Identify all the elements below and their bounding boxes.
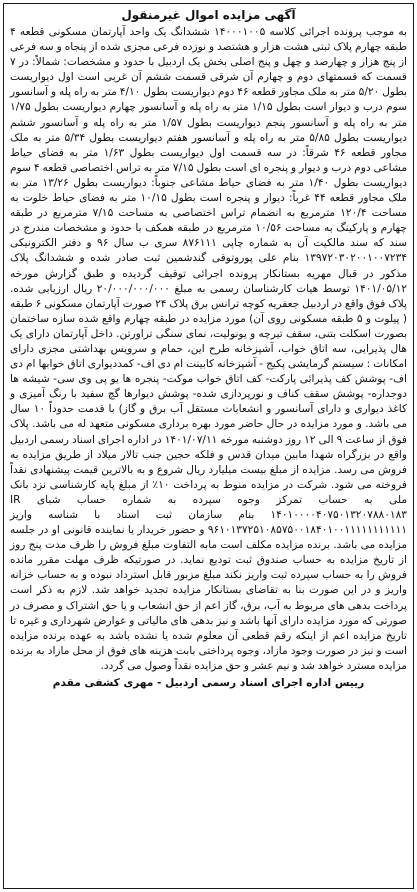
notice-signature: رییس اداره اجرای اسناد رسمی اردبیل - مهری کشفی مقدم [52,677,365,690]
auction-notice [3,3,414,889]
notice-body: به موجب پرونده اجرائی کلاسه ۱۴۰۰۰۱۰۰۵ ششدانگ یک واحد آپارتمان مسکونی قطعه ۴ طبقه چهارم پلاک ثبتی هشت هزار و هشتصد و نوزده فرعی مجزی شده از پنجاه و سه فرعی از پنج هزار و چهارصد و چهل و پنج اصلی بخش یک اردبیل با حدود و مشخصات: شمالاً: در ۷ قسمت که قسمتهای دوم و چهارم آن شرقی قسمت ششم آن غربی است اول دیواریست بطول ۵/۲۰ متر به ملک مجاور قطعه ۴۶ دوم دیواریست بطول ۴/۱۰ متر به راه پله و آسانسور سوم درب و دیوار است بطول ۱/۱۵ متر به راه پله و آسانسور چهارم دیواریست بطول ۱/۷۵ متر به راه پله و آسانسور پنجم دیواریست بطول ۱/۵۷ متر به راه پله و آسانسور ششم دیواریست بطول ۵/۸۵ متر به راه پله و آسانسور هفتم دیواریست بطول ۵/۳۴ متر به ملک مجاور قطعه ۴۶ شرقاً: در سه قسمت اول دیواریست بطول ۱/۶۳ متر به فضای حیاط مشاعی دوم درب و دیوار و پنجره ای است بطول ۷/۱۵ متر به تراس اختصاصی قطعه ۴ سوم دیواریست بطول ۱/۴۰ متر به فضای حیاط مشاعی جنوباً: دیواریست بطول ۱۳/۲۶ متر به ملک مجاور قطعه ۴۴ غرباً: دیوار و پنجره است بطول ۱۰/۱۵ متر به فضای حیاط خلوت به مساحت ۱۲۰/۴ مترمربع به انضمام تراس اختصاصی به مساحت ۷/۱۵ مترمربع در طبقه چهارم و پارکینگ به مساحت ۱۰/۵۶ مترمربع در طبقه همکف با حدود و مشخصات مندرج در سند که سند مالکیت آن به شماره چاپی ۸۷۶۱۱۱ سری ب سال ۹۶ و دفتر الکترونیکی ۱۳۹۷۲۰۳۰۲۰۰۱۰۰۷۲۳۴ بنام علی پوروتوقی گندشمین ثبت صادر شده و ششدانگ پلاک مذکور در قبال مهریه بستانکار پرونده اجرائی توقیف گردیده و طبق گزارش مورخه ۱۴۰۱/۰۵/۱۲ توسط هیات کارشناسان رسمی به مبلغ ۲۰/۰۰۰/۰۰۰/۰۰۰ ریال ارزیابی شده. پلاک فوق واقع در اردبیل جعفریه کوچه ترانس برق پلاک ۲۴ صورت آپارتمان مسکونی ۶ طبقه ( پیلوت و ۵ طبقه مسکونی روی آن) مورد مزایده در طبقه چهارم واقع شده سازه ساختمان بصورت اسکلت بتنی، سقف تیرچه و یونولیت، نمای سنگی تراورتن. داخل آپارتمان دارای یک هال پذیرایی، سه اتاق خواب، آشپزخانه طرح این، حمام و سرویس بهداشتی مجزی دارای امکانات : سیستم گرمایشی پکیج - آشپزخانه کابینت ام دی اف- کمددیواری اتاق خوابها ام دی اف- پوشش کف پذیرائی پارکت- کف اتاق خواب موکت- پنجره ها یو پی وی سی- شیشه ها دوجداره- پوشش سقف کناف و نورپردازی شده- پوشش دیوارها گچ سفید با رنگ آمیزی و کاغذ دیواری و دارای آسانسور و انشعابات مستقل آب برق و گاز) با قدمت حدوداً ۱۰ سال می باشد. و مورد مزایده در حال حاضر مورد بهره برداری مسکونی متعهد له می باشد. پلاک فوق از ساعت ۹ الی ۱۲ روز دوشنبه مورخه ۱۴۰۱/۰۷/۱۱ در اداره اجرای اسناد رسمی اردبیل واقع در بزرگراه شهدا مابین میدان قدس و فلکه حجین جنب تالار میلاد از طریق مزایده به فروش می رسد. مزایده از مبلغ بیست میلیارد ریال شروع و به بالاترین قیمت پیشنهادی نقداً فروخته می شود. شرکت در مزایده منوط به پرداخت ۱۰٪ از مبلغ پایه کارشناسی نزد بانک ملی به حساب تمرکز وجوه سپرده به شماره حساب شبای IR ۱۴۰۱۰۰۰۰۴۰۷۵۰۱۳۲۰۷۸۸۰۱۸۳ بنام سازمان ثبت اسناد با شناسه واریز ۹۶۱۰۱۳۷۲۵۱۰۸۵۷۵۰۰۱۸۴۰۱۰۰۱۱۱۱۱۱۱۱۱۱۱ و حضور خریدار یا نماینده قانونی او در جلسه مزایده می باشد. برنده مزایده مکلف است مابه التفاوت مبلغ فروش را ظرف مدت پنج روز از تاریخ مزایده به حساب صندوق ثبت تودیع نماید. در صورتیکه ظرف مهلت مقرر مانده فروش را به حساب سپرده ثبت واریز نکند مبلغ مزبور قابل استرداد نبوده و به حساب خزانه واریز و در این صورت بنا به تقاضای بستانکار مزایده تجدید خواهد شد. لازم به ذکر است پرداخت بدهی های مربوط به آب، برق، گاز اعم از حق انشعاب و یا حق اشتراک و مصرف در صورتی که مورد مزایده دارای آنها باشد و نیز بدهی های مالیاتی و عوارض شهرداری و غیره تا تاریخ مزایده اعم از اینکه رقم قطعی آن معلوم شده یا نشده باشد به عهده برنده مزایده است و نیز در صورت وجود مازاد، وجوه پرداختی بابت هزینه های فوق از محل مازاد به برنده مزایده مسترد خواهد شد و نیم عشر و حق مزایده نقداً وصول می گردد. [10,26,408,672]
notice-title: آگهی مزایده اموال غیرمنقول [121,8,296,22]
